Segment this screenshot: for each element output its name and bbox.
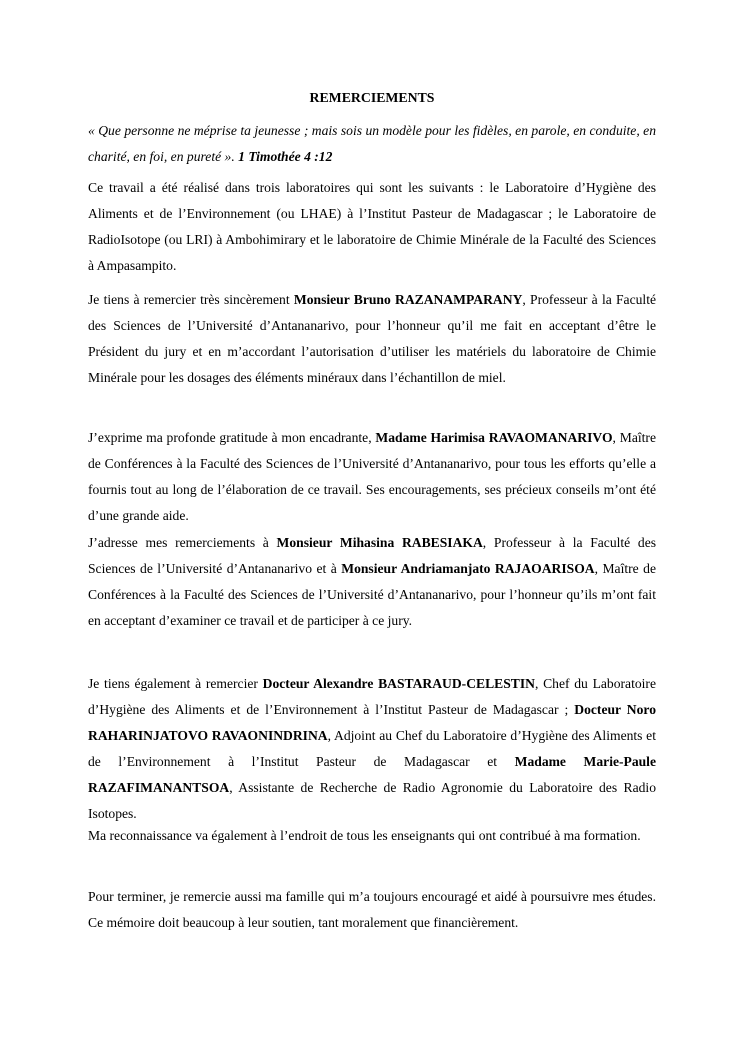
p3-text-after: , Maître de Conférences à la Faculté des Sciences de l’Université d’Antananarivo, pour tous les efforts qu’elle a fournis tout au long de l’élaboration de ce travail. Ses encouragements, ses précieux conseils m’ont été d’une grande aide. [88, 430, 656, 523]
p4-text-before: J’adresse mes remerciements à [88, 535, 277, 550]
paragraph-supervisor [88, 425, 656, 529]
quote-text: « Que personne ne méprise ta jeunesse ; mais sois un modèle pour les fidèles, en parole, en conduite, en charité, en foi, en pureté ». [88, 123, 656, 164]
p5-name-1: Docteur Alexandre BASTARAUD-CELESTIN [262, 676, 535, 691]
paragraph-examiners [88, 530, 656, 634]
page-title: REMERCIEMENTS [309, 90, 435, 105]
p4-text-middle: , Professeur à la Faculté des Sciences de l’Université d’Antananarivo et à [88, 535, 657, 576]
paragraph-teachers: Ma reconnaissance va également à l’endroit de tous les enseignants qui ont contribué à ma formation. [88, 828, 641, 843]
paragraph-laboratories: Ce travail a été réalisé dans trois laboratoires qui sont les suivants : le Laboratoire d’Hygiène des Aliments et de l’Environnement (ou LHAE) à l’Institut Pasteur de Madagascar ; le Laboratoire de RadioIsotope (ou LRI) à Ambohimirary et le laboratoire de Chimie Minérale de la Faculté des Sciences à Ampasampito. [88, 180, 656, 273]
p2-text-after: , Professeur à la Faculté des Sciences de l’Université d’Antananarivo, pour l’honneur qu’il me fait en acceptant d’être le Président du jury et en m’accordant l’autorisation d’utiliser les matériels du laboratoire de Chimie Minérale pour les dosages des éléments minéraux dans l’échantillon de miel. [88, 292, 657, 385]
p4-name-2: Monsieur Andriamanjato RAJAOARISOA [341, 561, 595, 576]
p5-text-middle-1: , Chef du Laboratoire d’Hygiène des Aliments et de l’Environnement à l’Institut Pasteur de Madagascar ; [88, 676, 656, 717]
p3-name: Madame Harimisa RAVAOMANARIVO [375, 430, 613, 445]
paragraph-lab-staff [88, 671, 656, 827]
p5-text-middle-2: , Adjoint au Chef du Laboratoire d’Hygiène des Aliments et de l’Environnement à l’Institut Pasteur de Madagascar et [88, 728, 656, 769]
p5-text-before: Je tiens également à remercier [88, 676, 263, 691]
p2-text-before: Je tiens à remercier très sincèrement [88, 292, 294, 307]
p5-name-2: Docteur Noro RAHARINJATOVO RAVAONINDRINA [88, 702, 657, 743]
quote-reference: 1 Timothée 4 :12 [238, 149, 333, 164]
epigraph-quote [88, 118, 656, 170]
p4-text-after: , Maître de Conférences à la Faculté des Sciences de l’Université d’Antananarivo, pour l’honneur qu’ils m’ont fait en acceptant d’examiner ce travail et de participer à ce jury. [88, 561, 656, 628]
paragraph-family: Pour terminer, je remercie aussi ma famille qui m’a toujours encouragé et aidé à poursuivre mes études. Ce mémoire doit beaucoup à leur soutien, tant moralement que financièrement. [88, 889, 656, 930]
p5-text-after: , Assistante de Recherche de Radio Agronomie du Laboratoire des Radio Isotopes. [88, 780, 656, 821]
p5-name-3: Madame Marie-Paule RAZAFIMANANTSOA [88, 754, 656, 795]
p3-text-before: J’exprime ma profonde gratitude à mon encadrante, [88, 430, 376, 445]
paragraph-jury-president [88, 287, 656, 391]
p4-name-1: Monsieur Mihasina RABESIAKA [276, 535, 483, 550]
p2-name: Monsieur Bruno RAZANAMPARANY [293, 292, 523, 307]
